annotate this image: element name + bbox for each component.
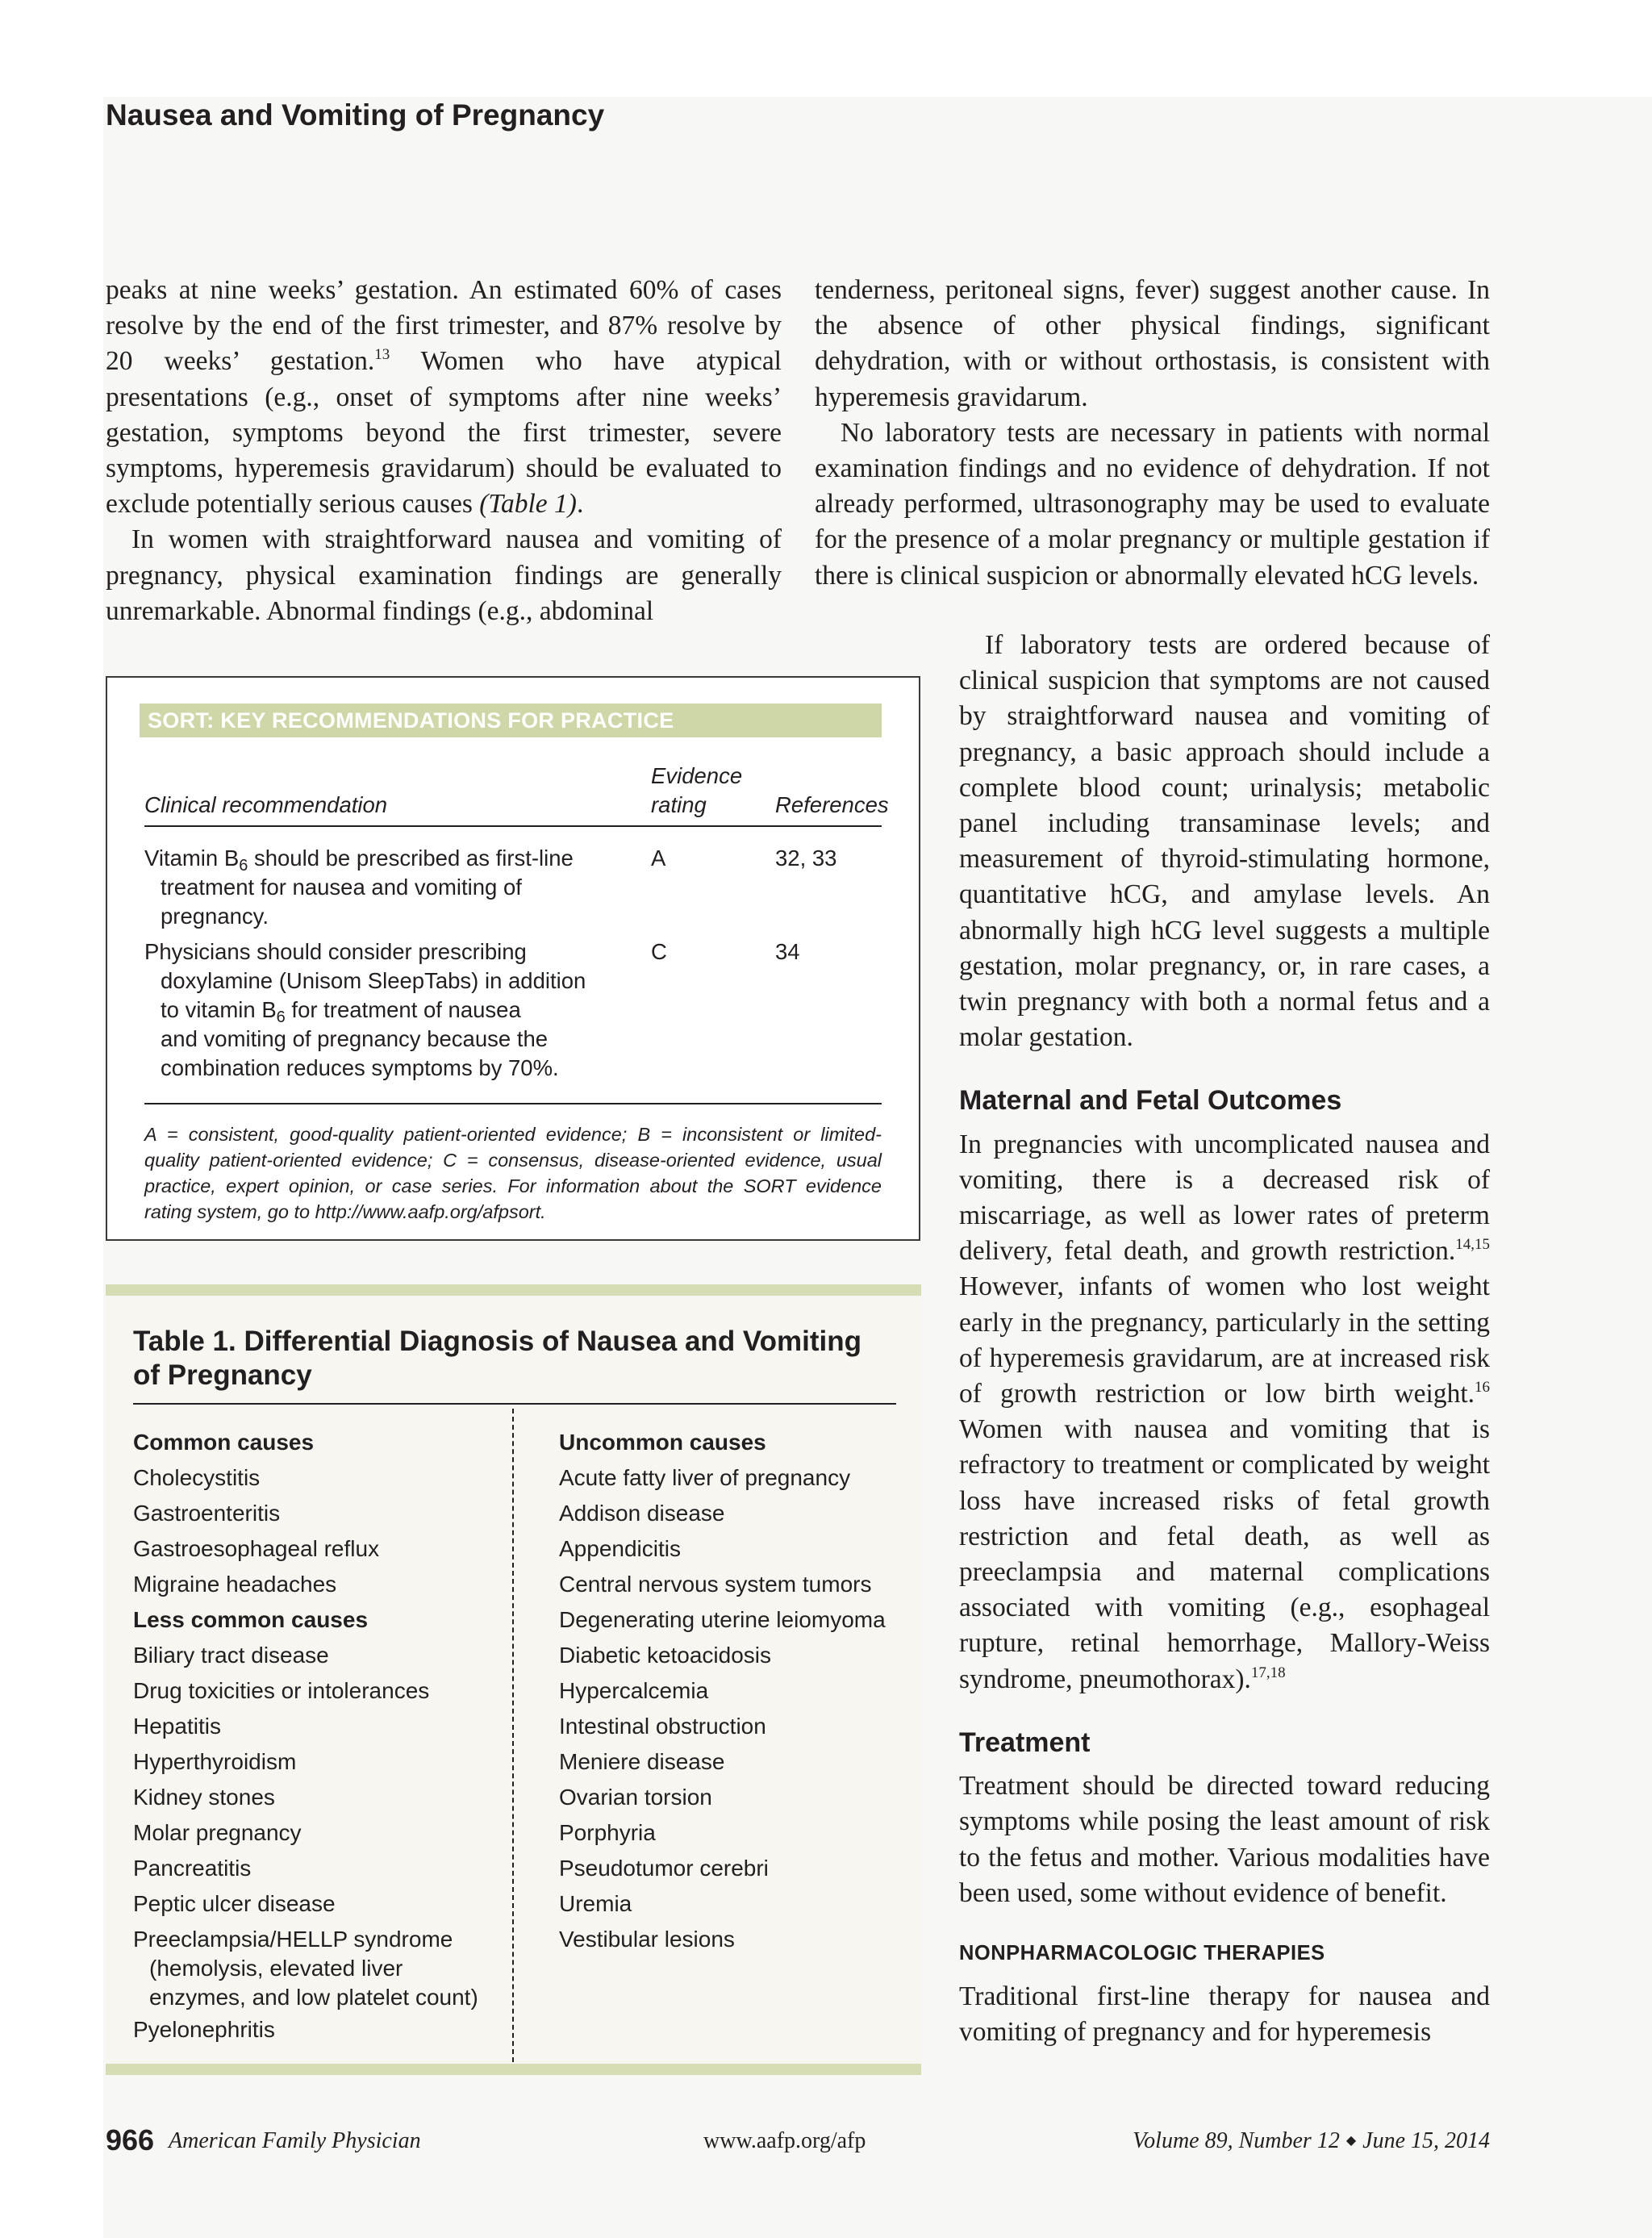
table-item: Uremia bbox=[559, 1891, 632, 1916]
table-1 bbox=[106, 1284, 921, 2075]
header-clinical-recommendation: Clinical recommendation bbox=[144, 792, 388, 817]
section-heading-treatment: Treatment bbox=[959, 1727, 1091, 1758]
table-item: Degenerating uterine leiomyoma bbox=[559, 1607, 886, 1632]
paragraph: No laboratory tests are necessary in patients with normal examination findings and no evidence of dehydration. If not already performed, ultrasonography may be used to evaluate for the presence of a molar pregnancy or multiple gestation if there is clinical suspicion or abnormally elevated hCG levels. bbox=[815, 417, 1490, 591]
paragraph: Treatment should be directed toward reducing symptoms while posing the least amount of risk to the fetus and mother. Various modalities have been used, some without evidence of benefit. bbox=[959, 1771, 1490, 1908]
table-left-column bbox=[133, 1425, 478, 2048]
table-item: Vestibular lesions bbox=[559, 1927, 735, 1952]
left-column bbox=[106, 273, 782, 629]
section-heading-outcomes: Maternal and Fetal Outcomes bbox=[959, 1085, 1342, 1117]
table-item: Hypercalcemia bbox=[559, 1678, 709, 1703]
recommendation-1: Vitamin $B_6$ should be prescribed as first-line treatment for nausea and vomiting of pregnancy. bbox=[144, 846, 574, 929]
paragraph: tenderness, peritoneal signs, fever) suggest another cause. In the absence of other physical findings, significant dehydration, with or without orthostasis, is consistent with hyperemesis gravidarum. bbox=[815, 275, 1490, 412]
table-item-continuation: enzymes, and low platelet count) bbox=[149, 1985, 478, 2010]
table-rule bbox=[133, 1403, 896, 1405]
table-item: Central nervous system tumors bbox=[559, 1572, 872, 1597]
references-2: 34 bbox=[775, 939, 800, 964]
journal-name: American Family Physician bbox=[169, 2128, 421, 2153]
paragraph: In women with straightforward nausea and vomiting of pregnancy, physical examination findings are generally unremarkable. Abnormal findings (e.g., abdominal bbox=[106, 524, 782, 626]
table-item: Peptic ulcer disease bbox=[133, 1891, 336, 1916]
header-rule bbox=[144, 825, 882, 827]
table-item: Gastroenteritis bbox=[133, 1501, 281, 1526]
uncommon-causes-heading: Uncommon causes bbox=[559, 1430, 766, 1455]
table-item: Intestinal obstruction bbox=[559, 1714, 766, 1739]
table-item: Gastroesophageal reflux bbox=[133, 1536, 380, 1561]
running-head: Nausea and Vomiting of Pregnancy bbox=[106, 98, 605, 132]
right-column-top bbox=[815, 273, 1490, 594]
right-column bbox=[959, 628, 1490, 2051]
paragraph: In pregnancies with uncomplicated nausea and vomiting, there is a decreased risk of miscarriage, as well as lower rates of preterm delivery, fetal death, and growth restriction.$^{14,15}$ However, infants of women who lost weight early in the pregnancy, particularly in the setting of hyperemesis gravidarum, are at increased risk of growth restriction or low birth weight.$^{16}$ Women with nausea and vomiting that is refractory to treatment or complicated by weight loss have increased risks of fetal growth restriction and fetal death, as well as preeclampsia and maternal complications associated with vomiting (e.g., esophageal rupture, retinal hemorrhage, Mallory-Weiss syndrome, pneumothorax).$^{17,18}$ bbox=[959, 1129, 1490, 1694]
table-item: Migraine headaches bbox=[133, 1572, 337, 1597]
page-number: 966 bbox=[106, 2123, 155, 2157]
citation[interactable]: 16 bbox=[1475, 1379, 1490, 1397]
table-item: Pseudotumor cerebri bbox=[559, 1856, 769, 1881]
table-item: Pancreatitis bbox=[133, 1856, 252, 1881]
page-header-area bbox=[0, 0, 928, 97]
citation[interactable]: 17,18 bbox=[1250, 1664, 1286, 1681]
citation[interactable]: 14,15 bbox=[1455, 1236, 1490, 1254]
common-causes-heading: Common causes bbox=[133, 1430, 315, 1455]
table-item: Drug toxicities or intolerances bbox=[133, 1678, 430, 1703]
table-item: Acute fatty liver of pregnancy bbox=[559, 1465, 851, 1490]
table-item: Addison disease bbox=[559, 1501, 725, 1526]
table-item: Biliary tract disease bbox=[133, 1643, 329, 1668]
table-item: Ovarian torsion bbox=[559, 1785, 712, 1810]
journal-url[interactable]: www.aafp.org/afp bbox=[703, 2128, 866, 2153]
subheading-nonpharmacologic: NONPHARMACOLOGIC THERAPIES bbox=[959, 1941, 1325, 1965]
sort-footnote: A = consistent, good-quality patient-oriented evidence; B = inconsistent or limited-quality patient-oriented evidence; C = consensus, disease-oriented evidence, usual practice, expert opinion, or case series. For information about the SORT evidence rating system, go to http://www.aafp.org/afpsort. bbox=[144, 1124, 882, 1222]
footnote-rule bbox=[144, 1103, 882, 1104]
table-item: Cholecystitis bbox=[133, 1465, 261, 1490]
table-title: Table 1. Differential Diagnosis of Nausea and Vomiting of Pregnancy bbox=[133, 1326, 862, 1391]
table-item: Molar pregnancy bbox=[133, 1820, 302, 1845]
recommendation-2: Physicians should consider prescribing doxylamine (Unisom SleepTabs) in addition to vitamin $B_6$ for treatment of nausea and vomiting of pregnancy because the combination reduces symptoms by 70%. bbox=[144, 939, 586, 1080]
evidence-rating-2: C bbox=[651, 939, 667, 964]
table-item: Hyperthyroidism bbox=[133, 1749, 297, 1774]
volume-info: Volume 89, Number 12 ◆ June 15, 2014 bbox=[1133, 2128, 1490, 2153]
table-item: Diabetic ketoacidosis bbox=[559, 1643, 772, 1668]
less-common-causes-heading: Less common causes bbox=[133, 1607, 369, 1632]
table-item: Porphyria bbox=[559, 1820, 656, 1845]
references-1: 32, 33 bbox=[775, 846, 837, 871]
paragraph: If laboratory tests are ordered because of clinical suspicion that symptoms are not caused by straightforward nausea and vomiting of pregnancy, a basic approach should include a complete blood count; urinalysis; metabolic panel including transaminase levels; and measurement of thyroid-stimulating hormone, quantitative hCG, and amylase levels. An abnormally high hCG level suggests a multiple gestation, molar pregnancy, or, in rare cases, a twin pregnancy with both a normal fetus and a molar gestation. bbox=[959, 630, 1490, 1053]
table-item: Appendicitis bbox=[559, 1536, 681, 1561]
table-item-continuation: (hemolysis, elevated liver bbox=[149, 1956, 403, 1981]
table-item: Pyelonephritis bbox=[133, 2017, 275, 2042]
header-evidence-rating: Evidence rating bbox=[651, 763, 743, 817]
sort-recommendations-box bbox=[106, 676, 920, 1241]
citation[interactable]: 13 bbox=[374, 346, 390, 364]
paragraph: peaks at nine weeks’ gestation. An estimated 60% of cases resolve by the end of the first trimester, and 87% resolve by 20 weeks’ gestation.$^{13}$ Women who have atypical presentations (e.g., onset of symptoms after nine weeks’ gestation, symptoms beyond the first trimester, severe symptoms, hyperemesis gravidarum) should be evaluated to exclude potentially serious causes (Table 1). bbox=[106, 275, 782, 520]
table-right-column bbox=[559, 1425, 886, 1957]
evidence-rating-1: A bbox=[651, 846, 666, 871]
table-item: Meniere disease bbox=[559, 1749, 725, 1774]
paragraph: Traditional first-line therapy for nausea and vomiting of pregnancy and for hyperemesis bbox=[959, 1981, 1490, 2048]
page-footer bbox=[106, 2123, 1490, 2164]
table-item: Kidney stones bbox=[133, 1785, 275, 1810]
column-divider bbox=[512, 1409, 514, 2062]
sort-banner: SORT: KEY RECOMMENDATIONS FOR PRACTICE bbox=[140, 704, 882, 737]
table-item: Preeclampsia/HELLP syndrome bbox=[133, 1927, 453, 1952]
table-item: Hepatitis bbox=[133, 1714, 221, 1739]
table-reference-link[interactable]: (Table 1) bbox=[479, 489, 577, 520]
header-references: References bbox=[775, 792, 889, 817]
